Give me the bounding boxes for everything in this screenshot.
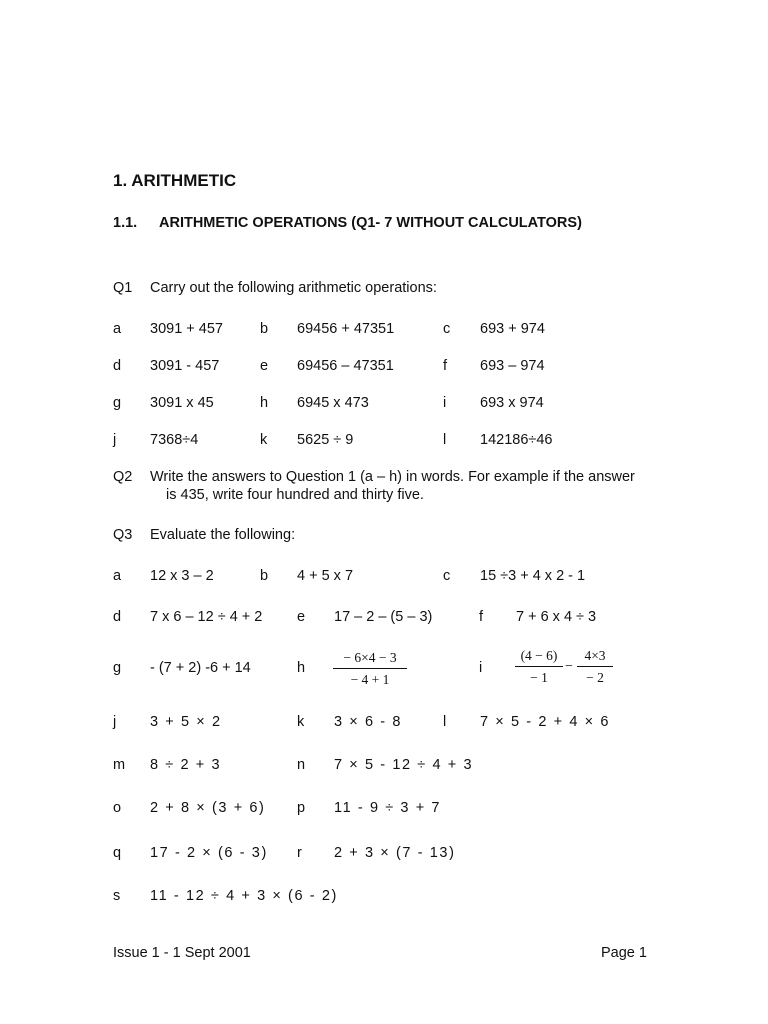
footer-issue: Issue 1 - 1 Sept 2001: [113, 945, 251, 961]
q3-i-numerator-1: (4 − 6): [520, 648, 558, 663]
q1-item-letter: d: [113, 358, 122, 374]
q1-item-letter: f: [443, 358, 448, 374]
q3-item-letter: e: [297, 609, 306, 625]
chapter-heading: 1. ARITHMETIC: [113, 171, 237, 190]
q3-item-letter: p: [297, 800, 306, 816]
q1-item-expr: 3091 x 45: [150, 395, 214, 411]
fraction-bar: [577, 666, 613, 667]
q3-item-letter: a: [113, 568, 122, 584]
q1-item-expr: 69456 + 47351: [297, 321, 395, 337]
q3-item-letter: s: [113, 888, 121, 904]
q3-item-expr: 3 × 6 - 8: [334, 714, 403, 730]
q3-h-numerator: − 6×4 − 3: [343, 650, 397, 665]
q1-prompt: Carry out the following arithmetic operations:: [150, 280, 437, 296]
q1-item-expr: 142186÷46: [480, 432, 553, 448]
q3-item-expr: 2 + 8 × (3 + 6): [150, 800, 266, 816]
q1-item-expr: 693 x 974: [480, 395, 544, 411]
q3-item-letter: m: [113, 757, 126, 773]
q3-item-expr: 17 – 2 – (5 – 3): [334, 609, 433, 625]
q1-item-expr: 3091 + 457: [150, 321, 223, 337]
q3-item-letter: k: [297, 714, 305, 730]
q3-item-letter: f: [479, 609, 484, 625]
q1-item-expr: 6945 x 473: [297, 395, 369, 411]
q1-item-letter: g: [113, 395, 122, 411]
q1-item-letter: h: [260, 395, 269, 411]
section-number: 1.1.: [113, 215, 138, 231]
q3-item-expr: 4 + 5 x 7: [297, 568, 354, 584]
q3-item-letter: i: [479, 660, 483, 676]
q3-i-operator: −: [565, 659, 573, 674]
q3-item-letter: j: [113, 714, 117, 730]
footer-page-number: Page 1: [601, 945, 647, 961]
section-title: ARITHMETIC OPERATIONS (Q1- 7 WITHOUT CALCULATORS): [159, 215, 582, 231]
q3-item-expr: 11 - 12 ÷ 4 + 3 × (6 - 2): [150, 888, 338, 904]
q3-item-expr: 7 x 6 – 12 ÷ 4 + 2: [150, 609, 263, 625]
q1-item-letter: c: [443, 321, 451, 337]
q3-item-expr: 15 ÷3 + 4 x 2 - 1: [480, 568, 586, 584]
q2-text-line2: is 435, write four hundred and thirty five.: [166, 487, 424, 503]
q3-item-letter: c: [443, 568, 451, 584]
q3-item-letter: q: [113, 845, 122, 861]
q2-text-line1: Write the answers to Question 1 (a – h) in words. For example if the answer: [150, 469, 635, 485]
q3-i-denominator-1: − 1: [530, 670, 548, 685]
q3-prompt: Evaluate the following:: [150, 527, 296, 543]
q1-item-expr: 3091 - 457: [150, 358, 220, 374]
q1-item-letter: a: [113, 321, 122, 337]
q3-h-fraction: [333, 650, 407, 688]
q3-i-fraction-2: [577, 648, 613, 686]
q1-item-letter: i: [443, 395, 447, 411]
q3-item-expr: 17 - 2 × (6 - 3): [150, 845, 268, 861]
q3-item-expr: 11 - 9 ÷ 3 + 7: [334, 800, 442, 816]
q1-label: Q1: [113, 280, 133, 296]
q1-item-expr: 693 + 974: [480, 321, 545, 337]
q3-item-expr: 12 x 3 – 2: [150, 568, 214, 584]
q3-item-letter: o: [113, 800, 122, 816]
q3-i-numerator-2: 4×3: [584, 648, 606, 663]
q3-item-expr: 7 × 5 - 2 + 4 × 6: [480, 714, 610, 730]
q3-label: Q3: [113, 527, 133, 543]
q3-item-letter: l: [443, 714, 447, 730]
fraction-bar: [515, 666, 563, 667]
q3-item-letter: d: [113, 609, 122, 625]
q3-item-expr: 8 ÷ 2 + 3: [150, 757, 222, 773]
q3-item-letter: r: [297, 845, 302, 861]
q1-item-letter: l: [443, 432, 447, 448]
q2-label: Q2: [113, 469, 133, 485]
q3-item-letter: h: [297, 660, 306, 676]
q1-item-expr: 7368÷4: [150, 432, 199, 448]
q3-h-denominator: − 4 + 1: [350, 672, 390, 687]
q1-item-letter: b: [260, 321, 269, 337]
q3-i-denominator-2: − 2: [586, 670, 604, 685]
q1-item-expr: 693 – 974: [480, 358, 545, 374]
q1-item-letter: e: [260, 358, 269, 374]
q1-item-letter: k: [260, 432, 268, 448]
q1-item-expr: 5625 ÷ 9: [297, 432, 354, 448]
q3-item-letter: n: [297, 757, 306, 773]
q3-item-expr: 2 + 3 × (7 - 13): [334, 845, 456, 861]
q3-i-fraction-1: [515, 648, 563, 686]
q1-item-expr: 69456 – 47351: [297, 358, 394, 374]
fraction-bar: [333, 668, 407, 669]
q3-item-expr: 7 + 6 x 4 ÷ 3: [516, 609, 597, 625]
q1-item-letter: j: [113, 432, 117, 448]
q3-item-expr: - (7 + 2) -6 + 14: [150, 660, 251, 676]
q3-item-expr: 3 + 5 × 2: [150, 714, 222, 730]
q3-item-expr: 7 × 5 - 12 ÷ 4 + 3: [334, 757, 474, 773]
q3-item-letter: g: [113, 660, 122, 676]
q3-item-letter: b: [260, 568, 269, 584]
